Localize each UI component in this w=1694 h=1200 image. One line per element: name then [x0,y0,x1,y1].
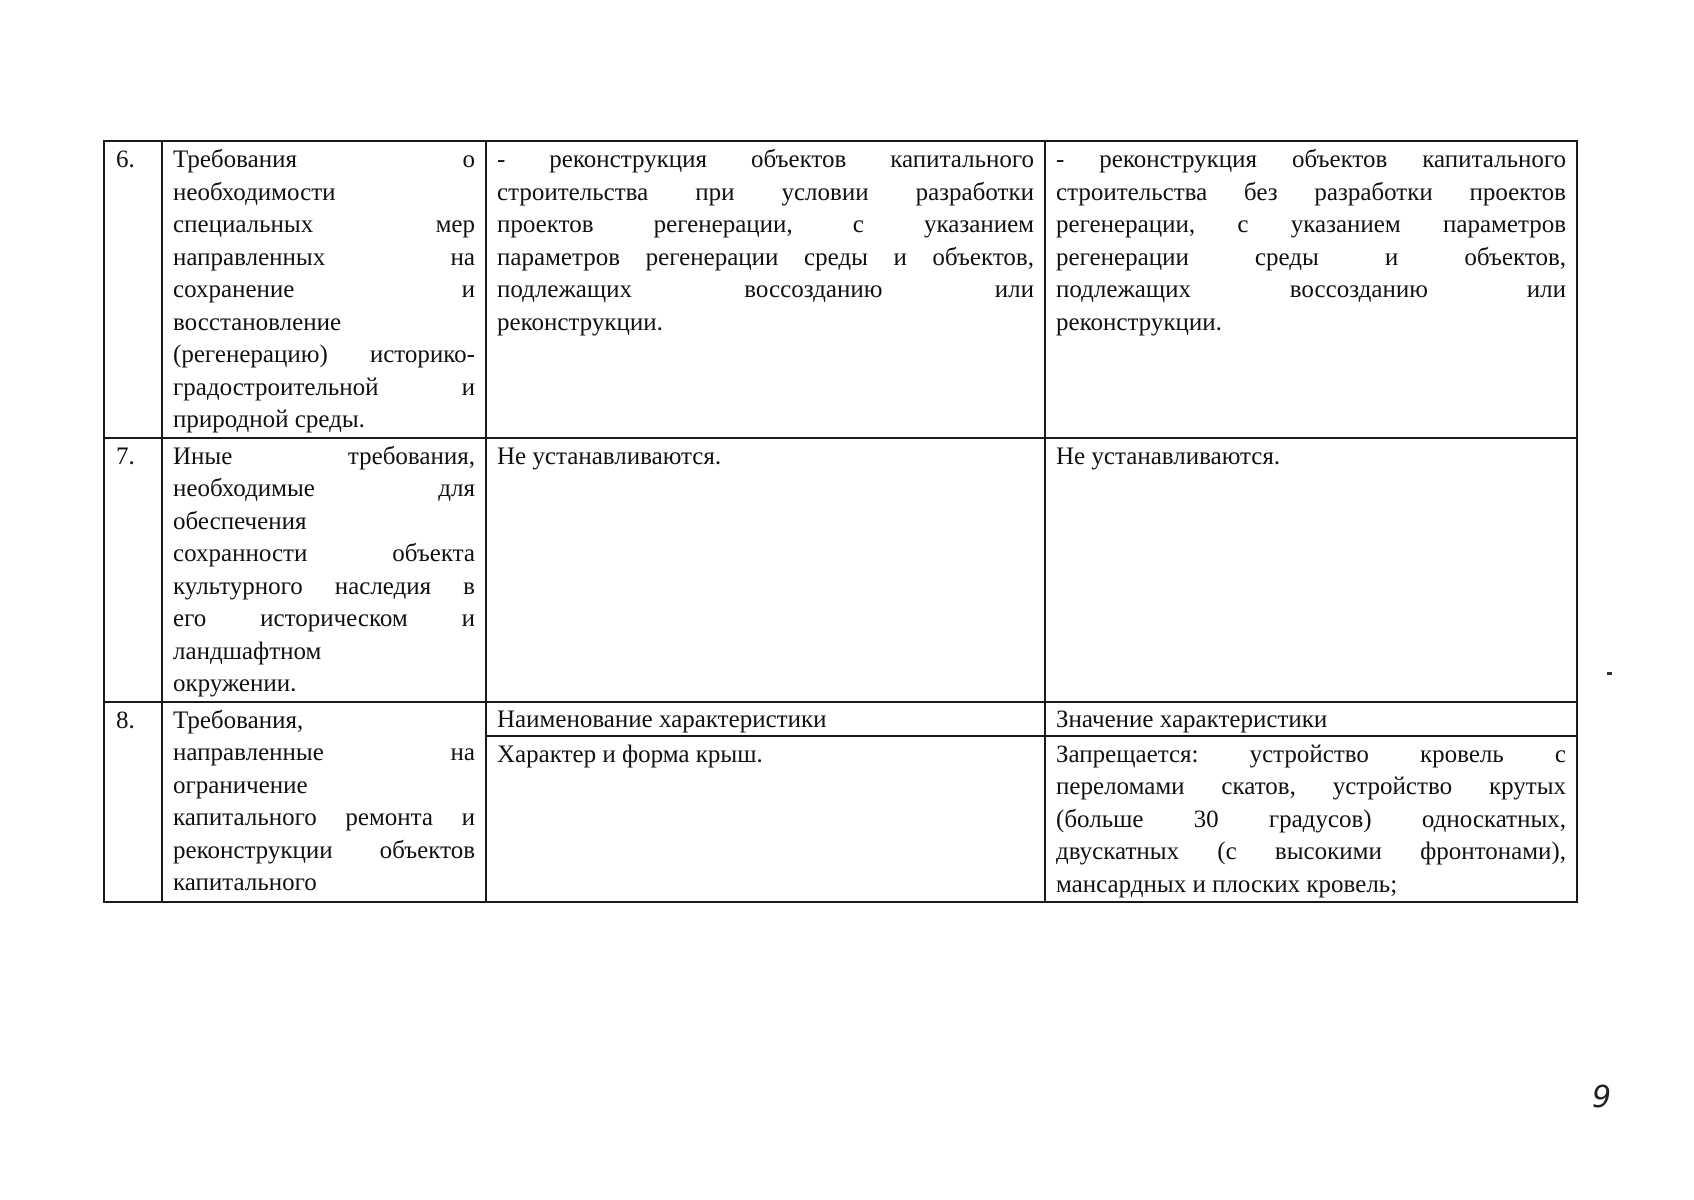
requirement-name: Требования, направленные на ограничение капитального ремонта и реконструкции объектов капитального [162,702,486,903]
row-number: 7. [104,438,162,702]
row-number: 8. [104,702,162,903]
without-regeneration-project-value: - реконструкция объектов капитального строительства без разработки проектов регенерации, с указанием параметров регенерации среды и объектов, подлежащих воссозданию или реконструкции. [1045,141,1577,438]
requirement-name: Требования о необходимости специальных мер направленных на сохранение и восстановление (регенерацию) историко- градостроительной и природной среды. [162,141,486,438]
characteristic-value-header: Значение характеристики [1045,702,1577,736]
with-regeneration-project-value: Не устанавливаются. [486,438,1045,702]
scan-mark [1607,672,1612,675]
requirements-table [103,140,1578,903]
characteristic-name: Характер и форма крыш. [486,736,1045,903]
page-number: 9 [1592,1080,1612,1115]
without-regeneration-project-value: Не устанавливаются. [1045,438,1577,702]
characteristic-value: Запрещается: устройство кровель с переломами скатов, устройство крутых (больше 30 градусов) односкатных, двускатных (с высокими фронтонами), мансардных и плоских кровель; [1045,736,1577,903]
requirement-name: Иные требования, необходимые для обеспечения сохранности объекта культурного наследия в его историческом и ландшафтном окружении. [162,438,486,702]
characteristic-name-header: Наименование характеристики [486,702,1045,736]
table-row [104,702,1577,736]
table-row [104,141,1577,438]
with-regeneration-project-value: - реконструкция объектов капитального строительства при условии разработки проектов регенерации, с указанием параметров регенерации среды и объектов, подлежащих воссозданию или реконструкции. [486,141,1045,438]
table-row [104,438,1577,702]
row-number: 6. [104,141,162,438]
